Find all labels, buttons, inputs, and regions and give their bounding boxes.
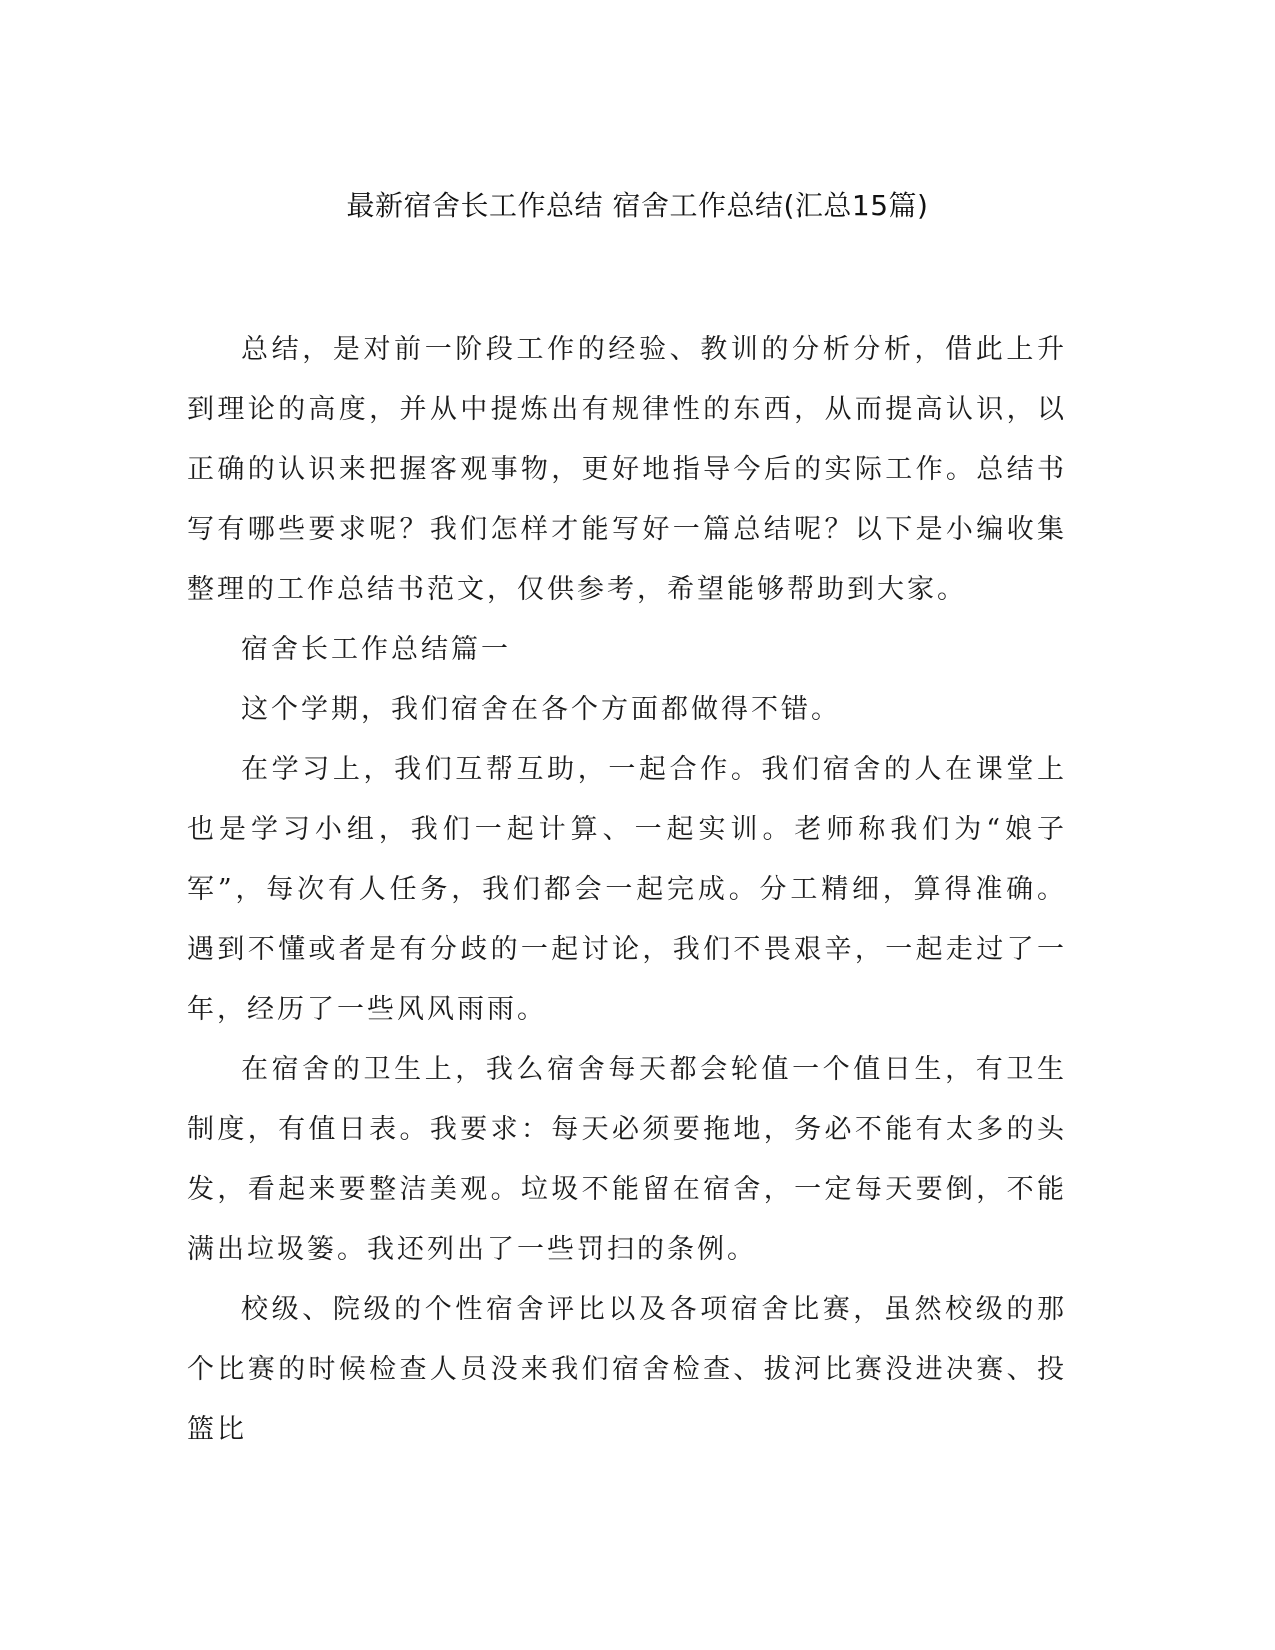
paragraph: 在学习上，我们互帮互助，一起合作。我们宿舍的人在课堂上也是学习小组，我们一起计算、一起实训。老师称我们为“娘子军”，每次有人任务，我们都会一起完成。分工精细，算得准确。遇到不懂或者是有分歧的一起讨论，我们不畏艰辛，一起走过了一年，经历了一些风风雨雨。 — [187, 754, 1067, 1025]
document-title: 最新宿舍长工作总结 宿舍工作总结(汇总15篇) — [346, 189, 929, 222]
paragraph: 这个学期，我们宿舍在各个方面都做得不错。 — [241, 694, 841, 725]
paragraph-intro: 总结，是对前一阶段工作的经验、教训的分析分析，借此上升到理论的高度，并从中提炼出有规律性的东西，从而提高认识，以正确的认识来把握客观事物，更好地指导今后的实际工作。总结书写有哪些要求呢？我们怎样才能写好一篇总结呢？以下是小编收集整理的工作总结书范文，仅供参考，希望能够帮助到大家。 — [187, 334, 1067, 605]
paragraph: 在宿舍的卫生上，我么宿舍每天都会轮值一个值日生，有卫生制度，有值日表。我要求：每天必须要拖地，务必不能有太多的头发，看起来要整洁美观。垃圾不能留在宿舍，一定每天要倒，不能满出垃圾篓。我还列出了一些罚扫的条例。 — [187, 1054, 1067, 1265]
section-heading: 宿舍长工作总结篇一 — [241, 634, 511, 665]
document-body — [187, 320, 1067, 1460]
paragraph: 校级、院级的个性宿舍评比以及各项宿舍比赛，虽然校级的那个比赛的时候检查人员没来我们宿舍检查、拔河比赛没进决赛、投篮比 — [187, 1294, 1067, 1445]
